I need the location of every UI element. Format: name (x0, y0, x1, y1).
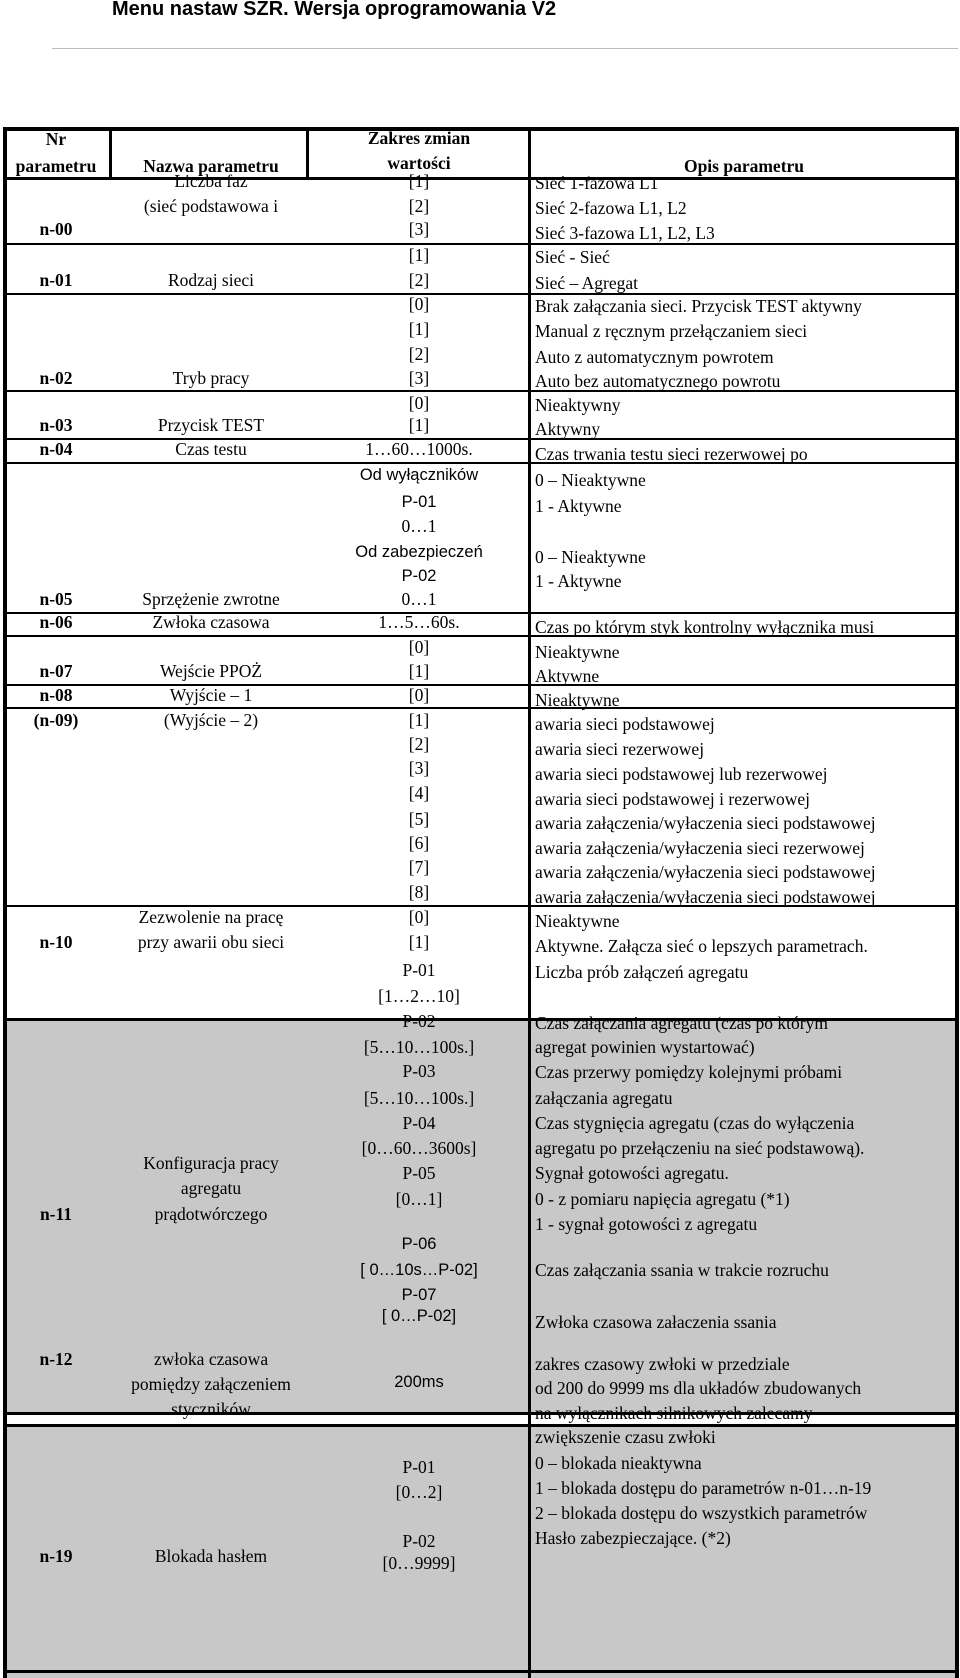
range-value: P-07 (401, 1286, 437, 1304)
param-name: Wejście PPOŻ (159, 661, 263, 681)
param-id: n-06 (39, 612, 73, 632)
range-value: [1] (408, 710, 430, 730)
param-description: 2 – blokada dostępu do wszystkich parametrów (535, 1503, 868, 1523)
param-description: Sieć 3-fazowa L1, L2, L3 (535, 223, 715, 243)
param-description: Zwłoka czasowa załaczenia ssania (535, 1312, 777, 1332)
param-description: Auto bez automatycznego powrotu (535, 371, 781, 391)
param-description: agregatu po przełączeniu na sieć podstawową). (535, 1138, 865, 1158)
param-id: n-05 (39, 589, 73, 609)
param-name: Czas testu (175, 439, 247, 459)
param-name: przy awarii obu sieci (137, 932, 285, 952)
document-title: Menu nastaw SZR. Wersja oprogramowania V2 (112, 0, 557, 20)
param-name: Rodzaj sieci (167, 270, 255, 290)
param-name: agregatu (180, 1178, 242, 1198)
param-description: Manual z ręcznym przełączaniem sieci (535, 321, 808, 341)
range-value: [4] (408, 783, 430, 803)
header-name: Nazwa parametru (143, 156, 279, 176)
param-description: awaria załączenia/wyłaczenia sieci podstawowej (535, 813, 876, 833)
param-description: 0 - z pomiaru napięcia agregatu (*1) (535, 1189, 790, 1209)
param-description: Czas załączania ssania w trakcie rozruchu (535, 1260, 829, 1280)
title-rule (52, 48, 958, 49)
param-description: Czas przerwy pomiędzy kolejnymi próbami (535, 1062, 843, 1082)
range-value: P-03 (402, 1061, 436, 1081)
range-value: [2] (408, 196, 430, 216)
range-value: P-02 (402, 1531, 436, 1551)
param-description: 1 - Aktywne (535, 496, 622, 516)
range-value: P-02 (401, 567, 437, 585)
range-value: [7] (408, 857, 430, 877)
param-description: Brak załączania sieci. Przycisk TEST aktywny (535, 296, 862, 316)
param-description: Sieć 1-fazowa L1 (535, 173, 659, 193)
param-name: Tryb pracy (172, 368, 250, 388)
param-description: Sieć – Agregat (535, 273, 639, 293)
param-description: awaria sieci podstawowej (535, 714, 715, 734)
param-description: awaria załączenia/wyłaczenia sieci podstawowej (535, 887, 876, 907)
range-value: [0…60…3600s] (361, 1138, 477, 1158)
range-value: [ 0…10s…P-02] (360, 1261, 478, 1279)
param-description: awaria załączenia/wyłaczenia sieci rezerwowej (535, 838, 865, 858)
header-range-line1: Zakres zmian (367, 128, 471, 148)
range-value: [2] (408, 344, 430, 364)
range-value: Od zabezpieczeń (355, 543, 483, 561)
param-name: Liczba faz (174, 171, 248, 191)
param-description: awaria sieci podstawowej i rezerwowej (535, 789, 811, 809)
range-value: [5] (408, 809, 430, 829)
range-value: P-02 (402, 1011, 436, 1031)
param-id: n-02 (39, 368, 73, 388)
range-value: [3] (408, 368, 430, 388)
param-description: Nieaktywny (535, 395, 621, 415)
range-value: 0…1 (401, 589, 437, 609)
param-description: Hasło zabezpieczające. (*2) (535, 1528, 731, 1548)
param-name: styczników (171, 1399, 251, 1419)
param-description: załączania agregatu (535, 1088, 673, 1108)
param-description: zakres czasowy zwłoki w przedziale (535, 1354, 790, 1374)
range-value: Od wyłączników (359, 466, 479, 484)
param-id: (n-09) (33, 710, 79, 730)
param-description: awaria sieci rezerwowej (535, 739, 705, 759)
range-value: [1] (408, 932, 430, 952)
param-description: Czas po którym styk kontrolny wyłącznika musi (535, 617, 875, 637)
range-value: P-04 (402, 1113, 436, 1133)
range-value: [2] (408, 270, 430, 290)
shaded-block-n12-n19 (3, 1425, 959, 1678)
param-description: Nieaktywne (535, 911, 620, 931)
range-value: [1] (408, 415, 430, 435)
range-value: [1] (408, 661, 430, 681)
range-value: [1] (408, 171, 430, 191)
param-description: Liczba prób załączeń agregatu (535, 962, 749, 982)
param-description: na wyłącznikach silnikowych zalecamy (535, 1403, 813, 1423)
param-description: Aktywne (535, 666, 600, 686)
param-description: Sygnał gotowości agregatu. (535, 1163, 729, 1183)
param-description: Sieć 2-fazowa L1, L2 (535, 198, 687, 218)
param-name: Zwłoka czasowa (152, 612, 270, 632)
range-value: P-06 (401, 1235, 437, 1253)
param-name: prądotwórczego (154, 1204, 268, 1224)
range-value: 1…5…60s. (378, 612, 460, 632)
param-name: Zezwolenie na pracę (138, 907, 284, 927)
range-value: [0] (408, 907, 430, 927)
param-description: Nieaktywne (535, 690, 620, 710)
range-value: [0…1] (395, 1189, 443, 1209)
range-value: [0…9999] (382, 1553, 456, 1573)
header-desc: Opis parametru (683, 156, 805, 176)
range-value: [1] (408, 319, 430, 339)
param-description: 0 – blokada nieaktywna (535, 1453, 702, 1473)
param-description: 0 – Nieaktywne (535, 547, 646, 567)
range-value: [3] (408, 758, 430, 778)
param-id: n-10 (39, 932, 73, 952)
range-value: [ 0…P-02] (381, 1307, 457, 1325)
param-id: n-01 (39, 270, 73, 290)
header-nr-line2: parametru (15, 156, 97, 176)
param-id: n-08 (39, 685, 73, 705)
param-id: n-07 (39, 661, 73, 681)
param-name: (sieć podstawowa i (143, 196, 279, 216)
param-name: Sprzężenie zwrotne (142, 589, 280, 609)
param-name: (Wyjście – 2) (163, 710, 259, 730)
range-value: 0…1 (401, 516, 437, 536)
param-id: n-11 (39, 1204, 73, 1224)
range-value: 200ms (394, 1373, 444, 1391)
param-id: n-00 (39, 219, 73, 239)
range-value: P-01 (401, 493, 437, 511)
param-description: zwiększenie czasu zwłoki (535, 1427, 716, 1447)
range-value: [1…2…10] (378, 986, 460, 1006)
range-value: P-01 (402, 960, 436, 980)
param-description: 0 – Nieaktywne (535, 470, 646, 490)
param-description: agregat powinien wystartować) (535, 1037, 755, 1057)
param-name: Konfiguracja pracy (143, 1153, 279, 1173)
header-range-line2: wartości (387, 153, 451, 173)
range-value: [0] (408, 294, 430, 314)
param-id: n-03 (39, 415, 73, 435)
param-description: 1 – blokada dostępu do parametrów n-01…n-19 (535, 1478, 872, 1498)
range-value: [0] (408, 685, 430, 705)
param-id: n-04 (39, 439, 73, 459)
range-value: [0] (408, 393, 430, 413)
range-value: P-01 (402, 1457, 436, 1477)
param-description: Czas stygnięcia agregatu (czas do wyłączenia (535, 1113, 855, 1133)
param-description: awaria załączenia/wyłaczenia sieci podstawowej (535, 862, 876, 882)
param-name: Przycisk TEST (157, 415, 265, 435)
param-description: awaria sieci podstawowej lub rezerwowej (535, 764, 828, 784)
range-value: [6] (408, 833, 430, 853)
range-value: [1] (408, 245, 430, 265)
range-value: 1…60…1000s. (365, 439, 473, 459)
param-description: Czas trwania testu sieci rezerwowej po (535, 444, 808, 464)
range-value: [0…2] (395, 1482, 443, 1502)
range-value: [0] (408, 637, 430, 657)
param-description: od 200 do 9999 ms dla układów zbudowanych (535, 1378, 862, 1398)
param-description: Sieć - Sieć (535, 247, 610, 267)
param-name: pomiędzy załączeniem (131, 1374, 291, 1394)
param-id: n-12 (39, 1349, 73, 1369)
param-description: Aktywny (535, 419, 601, 439)
param-description: 1 - sygnał gotowości z agregatu (535, 1214, 758, 1234)
param-name: Blokada hasłem (154, 1546, 268, 1566)
range-value: [3] (408, 219, 430, 239)
param-description: 1 - Aktywne (535, 571, 622, 591)
param-description: Czas załączania agregatu (czas po którym (535, 1013, 828, 1033)
range-value: [2] (408, 734, 430, 754)
range-value: [8] (408, 882, 430, 902)
range-value: P-05 (402, 1163, 436, 1183)
param-description: Aktywne. Załącza sieć o lepszych parametrach. (535, 936, 868, 956)
param-description: Auto z automatycznym powrotem (535, 347, 774, 367)
param-name: zwłoka czasowa (153, 1349, 269, 1369)
range-value: [5…10…100s.] (363, 1088, 475, 1108)
param-name: Wyjście – 1 (169, 685, 253, 705)
header-nr-line1: Nr (45, 129, 67, 149)
param-description: Nieaktywne (535, 642, 620, 662)
range-value: [5…10…100s.] (363, 1037, 475, 1057)
param-id: n-19 (39, 1546, 73, 1566)
